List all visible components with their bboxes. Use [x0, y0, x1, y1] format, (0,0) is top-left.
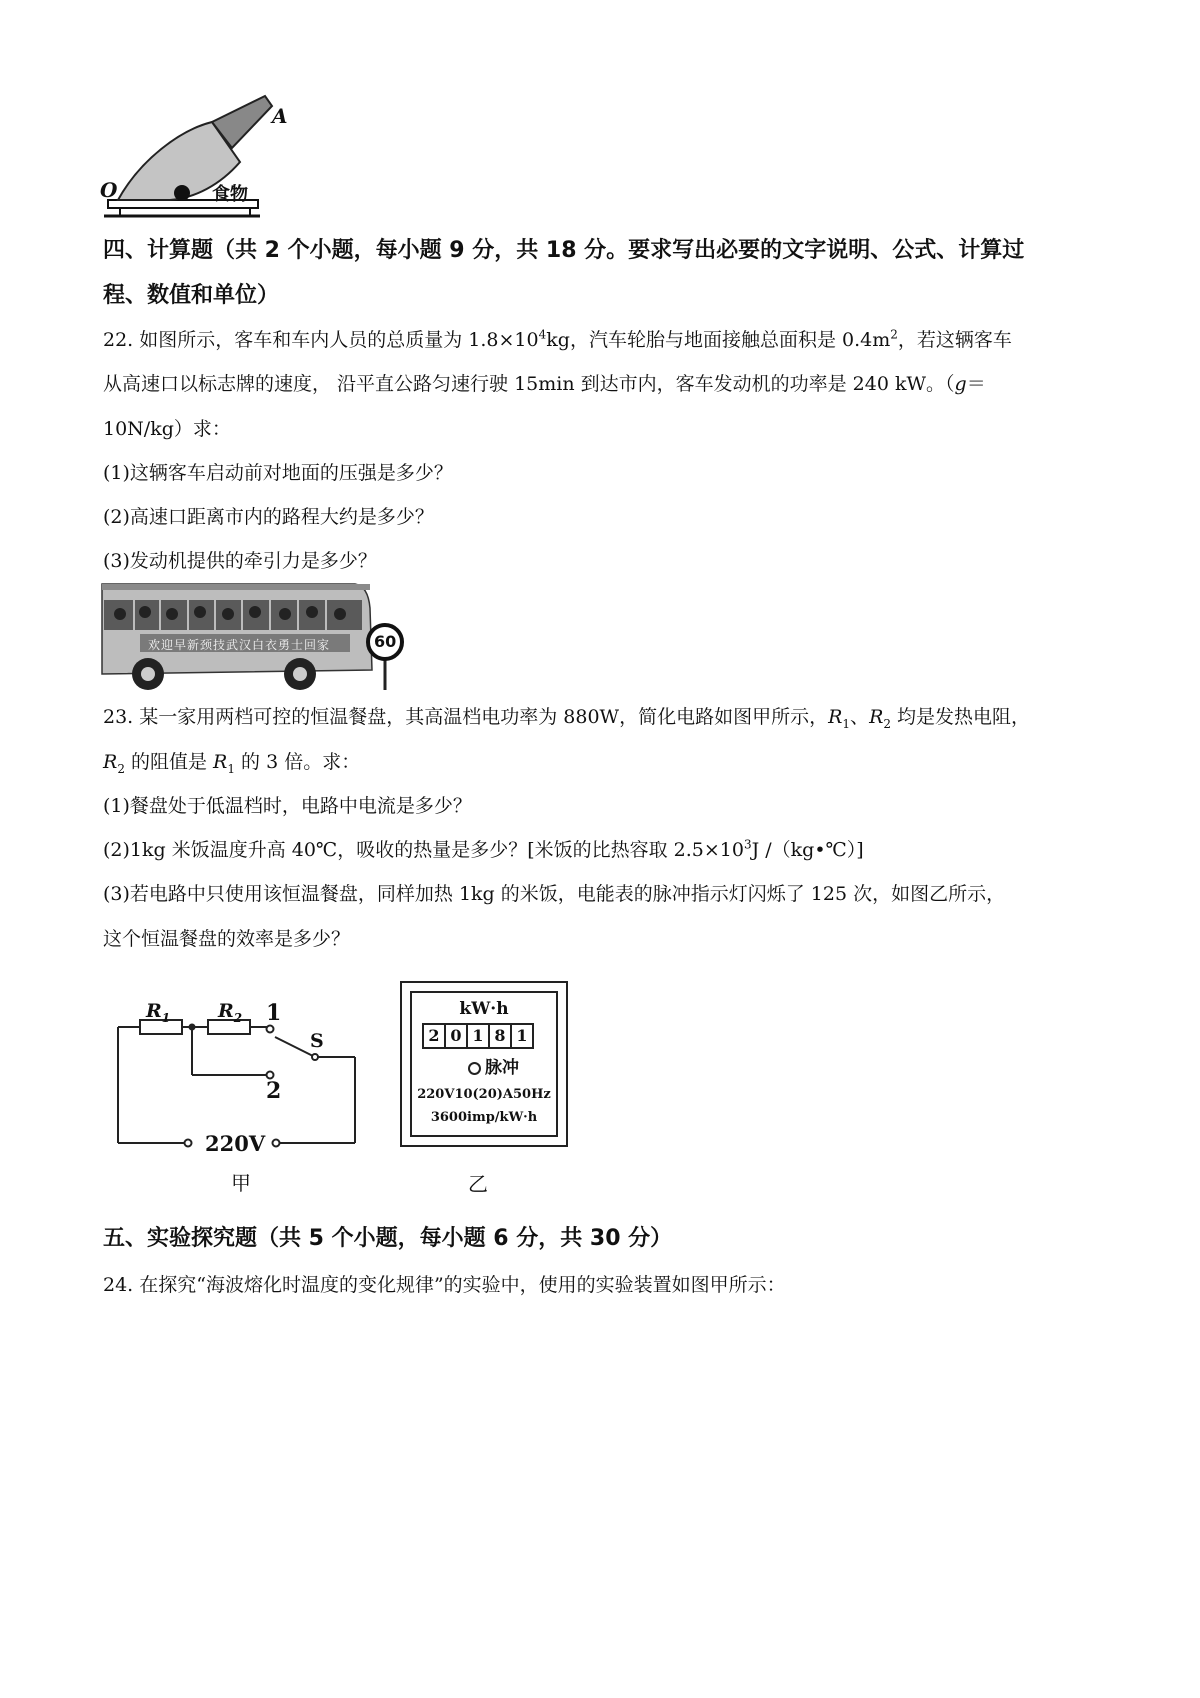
- q23-sub2: [103, 837, 864, 863]
- speed-sign-value: 60: [374, 632, 397, 651]
- q22-sub3: (3)发动机提供的牵引力是多少？: [103, 550, 377, 572]
- meter-unit: kW·h: [459, 999, 509, 1019]
- circuit-voltage: 220V: [205, 1131, 266, 1156]
- q23-sub2-exp: 3: [743, 837, 752, 852]
- meter-spec1: 220V10(20)A50Hz: [417, 1087, 551, 1102]
- q22-exp: 4: [538, 327, 547, 342]
- q23-l2-r1-sub: 1: [227, 761, 235, 776]
- circuit-switch-label: S: [310, 1030, 324, 1052]
- q23-line1-b: 均是发热电阻，: [891, 706, 1031, 728]
- q22-sub1: (1)这辆客车启动前对地面的压强是多少？: [103, 462, 453, 484]
- q23-l2-r2: R: [103, 751, 118, 773]
- label-a: A: [272, 104, 288, 128]
- q23-sub2-a: (2)1kg 米饭温度升高 40℃，吸收的热量是多少？[米饭的比热容取 2.5×10: [103, 839, 744, 861]
- section5-heading: 五、实验探究题（共 5 个小题，每小题 6 分，共 30 分）: [103, 1226, 673, 1251]
- meter-digit: 0: [446, 1025, 468, 1047]
- meter-caption: 乙: [468, 1172, 488, 1196]
- circuit-caption: 甲: [231, 1171, 251, 1195]
- q22-g-symbol: g: [954, 373, 967, 395]
- energy-meter-inner: [410, 991, 558, 1137]
- q23-sub3-line2: 这个恒温餐盘的效率是多少？: [103, 928, 351, 950]
- r1-letter: R: [146, 1000, 162, 1022]
- q22-line2-a: 从高速口以标志牌的速度， 沿平直公路匀速行驶 15min 到达市内，客车发动机的功率是 240 kW。（: [103, 373, 955, 395]
- meter-digit: 1: [468, 1025, 490, 1047]
- section4-heading-line2: 程、数值和单位）: [103, 283, 280, 308]
- meter-pulse-row: [468, 1053, 519, 1078]
- q23-l2-r1: R: [213, 751, 228, 773]
- r2-letter: R: [218, 1000, 234, 1022]
- q23-sub2-b: J /（kg•℃）]: [751, 839, 864, 861]
- q22-exp2: 2: [890, 327, 898, 342]
- q22-line2: [103, 371, 986, 397]
- q22-sub2: (2)高速口距离市内的路程大约是多少？: [103, 506, 434, 528]
- q22-line1-a: 22. 如图所示，客车和车内人员的总质量为 1.8×10: [103, 329, 539, 351]
- terminal-1-contact: [267, 1026, 274, 1033]
- r1-subscript: 1: [161, 1010, 171, 1025]
- meter-digit: 8: [490, 1025, 512, 1047]
- q24-text: 24. 在探究“海波熔化时温度的变化规律”的实验中，使用的实验装置如图甲所示：: [103, 1274, 786, 1296]
- q23-r2: R: [869, 706, 884, 728]
- q22-line1-b: kg，汽车轮胎与地面接触总面积是 0.4m: [546, 329, 891, 351]
- meter-spec2: 3600imp/kW·h: [430, 1110, 538, 1125]
- q23-sep: 、: [850, 706, 870, 728]
- switch-pivot: [312, 1054, 318, 1060]
- circuit-terminal-2: 2: [266, 1078, 282, 1104]
- junction-dot: [189, 1024, 196, 1031]
- energy-meter-outer: [400, 981, 568, 1147]
- power-terminal-left: [185, 1140, 192, 1147]
- q23-r1: R: [828, 706, 843, 728]
- circuit-terminal-1: 1: [266, 1000, 282, 1026]
- q22-line1: [103, 327, 1012, 353]
- q23-sub1: (1)餐盘处于低温档时，电路中电流是多少？: [103, 795, 472, 817]
- switch-blade: [275, 1037, 315, 1057]
- q22-line3: 10N/kg）求：: [103, 418, 231, 440]
- q23-sub3-line1: (3)若电路中只使用该恒温餐盘，同样加热 1kg 的米饭，电能表的脉冲指示灯闪烁了 125 次，如图乙所示，: [103, 883, 1006, 905]
- meter-digit-row: [422, 1023, 534, 1049]
- q23-r2-sub: 2: [883, 716, 892, 731]
- knife-lever-figure: [100, 90, 300, 220]
- meter-digit: 1: [516, 1026, 528, 1045]
- bus-banner-text: 欢迎早新颈技武汉白衣勇士回家: [148, 638, 331, 652]
- meter-pulse-label: 脉冲: [485, 1058, 519, 1078]
- food-ball: [174, 185, 190, 201]
- q23-line2-a: 的阻值是: [124, 751, 214, 773]
- q23-line1: [103, 704, 1030, 730]
- power-terminal-right: [273, 1140, 280, 1147]
- circuit-r2-label: [218, 1000, 243, 1025]
- q23-line1-a: 23. 某一家用两档可控的恒温餐盘，其高温档电功率为 880W，简化电路如图甲所示，: [103, 706, 829, 728]
- label-food: 食物: [212, 184, 248, 205]
- r2-subscript: 2: [233, 1010, 243, 1025]
- pulse-indicator-icon: [468, 1062, 481, 1075]
- q23-l2-r2-sub: 2: [117, 761, 125, 776]
- section4-heading-line1: 四、计算题（共 2 个小题，每小题 9 分，共 18 分。要求写出必要的文字说明、公式、计算过: [103, 238, 1025, 263]
- q23-line2-b: 的 3 倍。求：: [235, 751, 361, 773]
- q23-r1-sub: 1: [842, 716, 851, 731]
- q22-line2-b: ＝: [966, 373, 986, 395]
- circuit-r1-label: [146, 1000, 171, 1025]
- label-o: O: [100, 178, 118, 202]
- meter-digit: 2: [424, 1025, 446, 1047]
- resistor-r2: [208, 1020, 250, 1034]
- q22-line1-c: ，若这辆客车: [897, 329, 1012, 351]
- q23-line2: [103, 749, 360, 775]
